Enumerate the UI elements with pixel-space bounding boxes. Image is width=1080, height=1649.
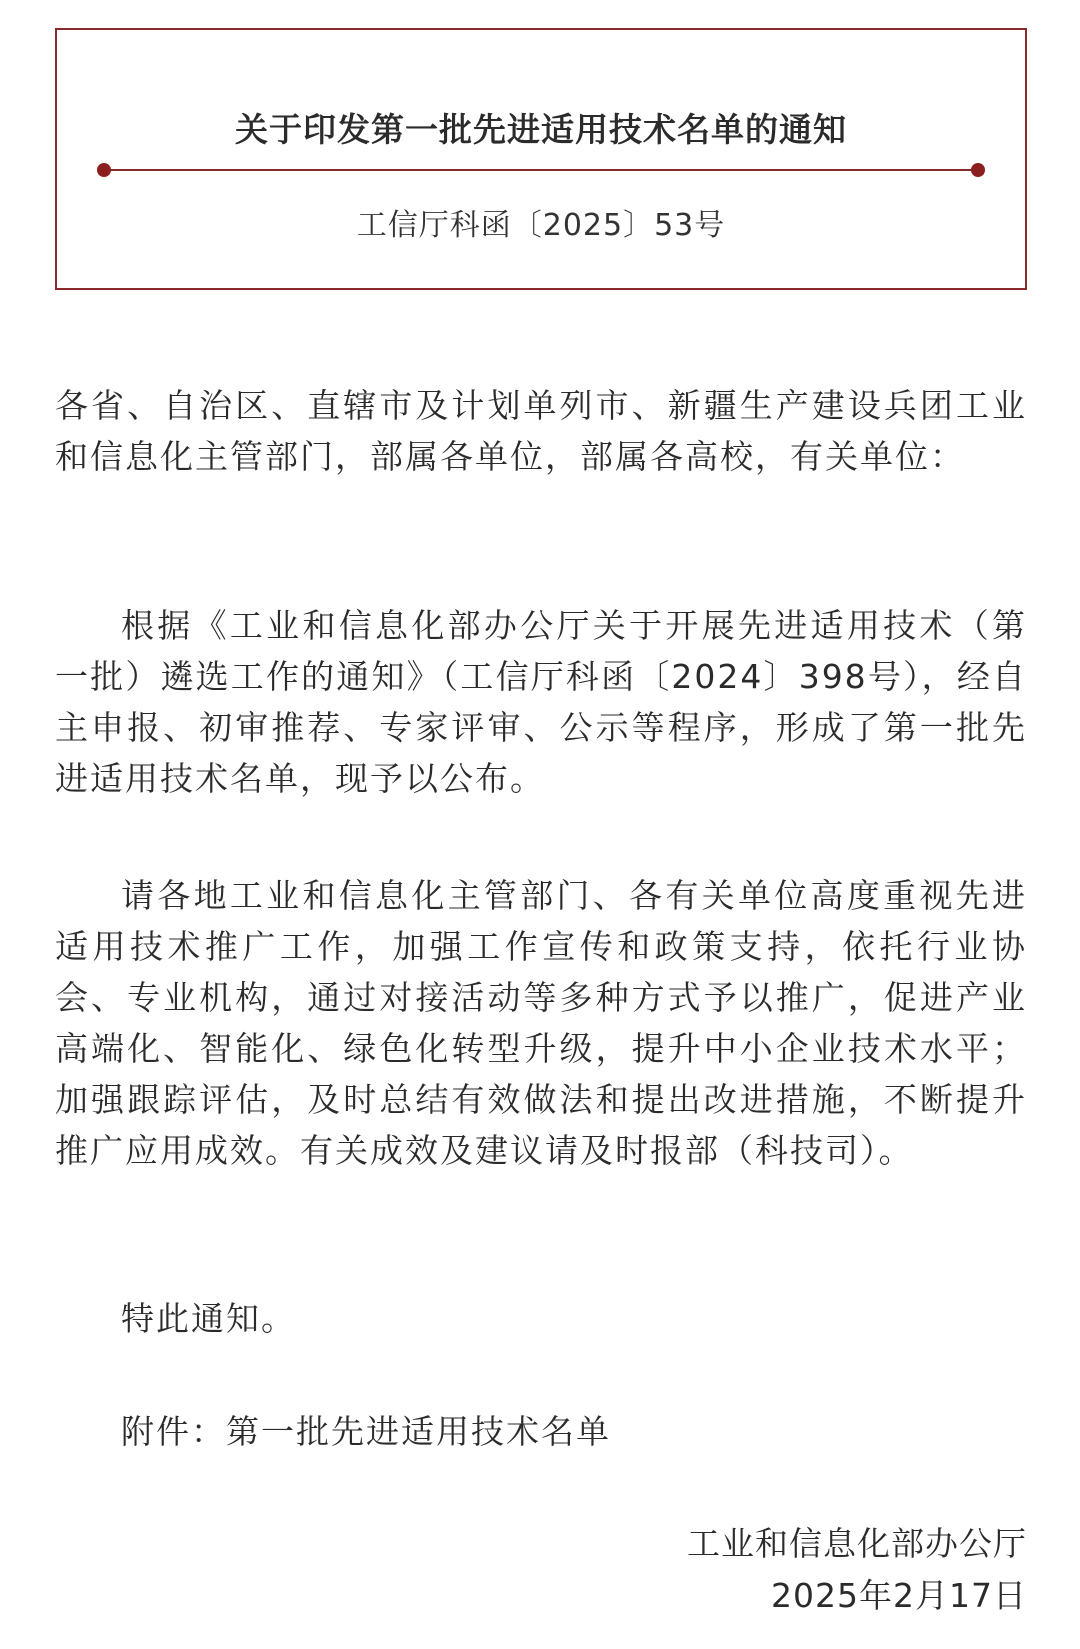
document-title: 关于印发第一批先进适用技术名单的通知 [235,110,847,149]
header-box [55,28,1027,290]
divider-dot-right-icon [971,163,985,177]
closing-line: 特此通知。 [121,1299,296,1338]
title-divider [97,162,985,178]
issue-date: 2025年2月17日 [771,1576,1027,1615]
paragraph-1: 根据《工业和信息化部办公厅关于开展先进适用技术（第一批）遴选工作的通知》（工信厅科函〔2024〕398号），经自主申报、初审推荐、专家评审、公示等程序，形成了第一批先进适用技术名单，现予以公布。 [55,606,1027,798]
issuer-name: 工业和信息化部办公厅 [687,1524,1027,1563]
attachment-line: 附件：第一批先进适用技术名单 [121,1412,611,1451]
addressee: 各省、自治区、直辖市及计划单列市、新疆生产建设兵团工业和信息化主管部门，部属各单位，部属各高校，有关单位： [55,386,1027,476]
document-number: 工信厅科函〔2025〕53号 [356,208,726,243]
paragraph-2: 请各地工业和信息化主管部门、各有关单位高度重视先进适用技术推广工作，加强工作宣传和政策支持，依托行业协会、专业机构，通过对接活动等多种方式予以推广，促进产业高端化、智能化、绿色化转型升级，提升中小企业技术水平；加强跟踪评估，及时总结有效做法和提出改进措施，不断提升推广应用成效。有关成效及建议请及时报部（科技司）。 [55,876,1027,1170]
divider-dot-left-icon [97,163,111,177]
signature-block [687,1518,1027,1622]
divider-line [103,169,979,171]
